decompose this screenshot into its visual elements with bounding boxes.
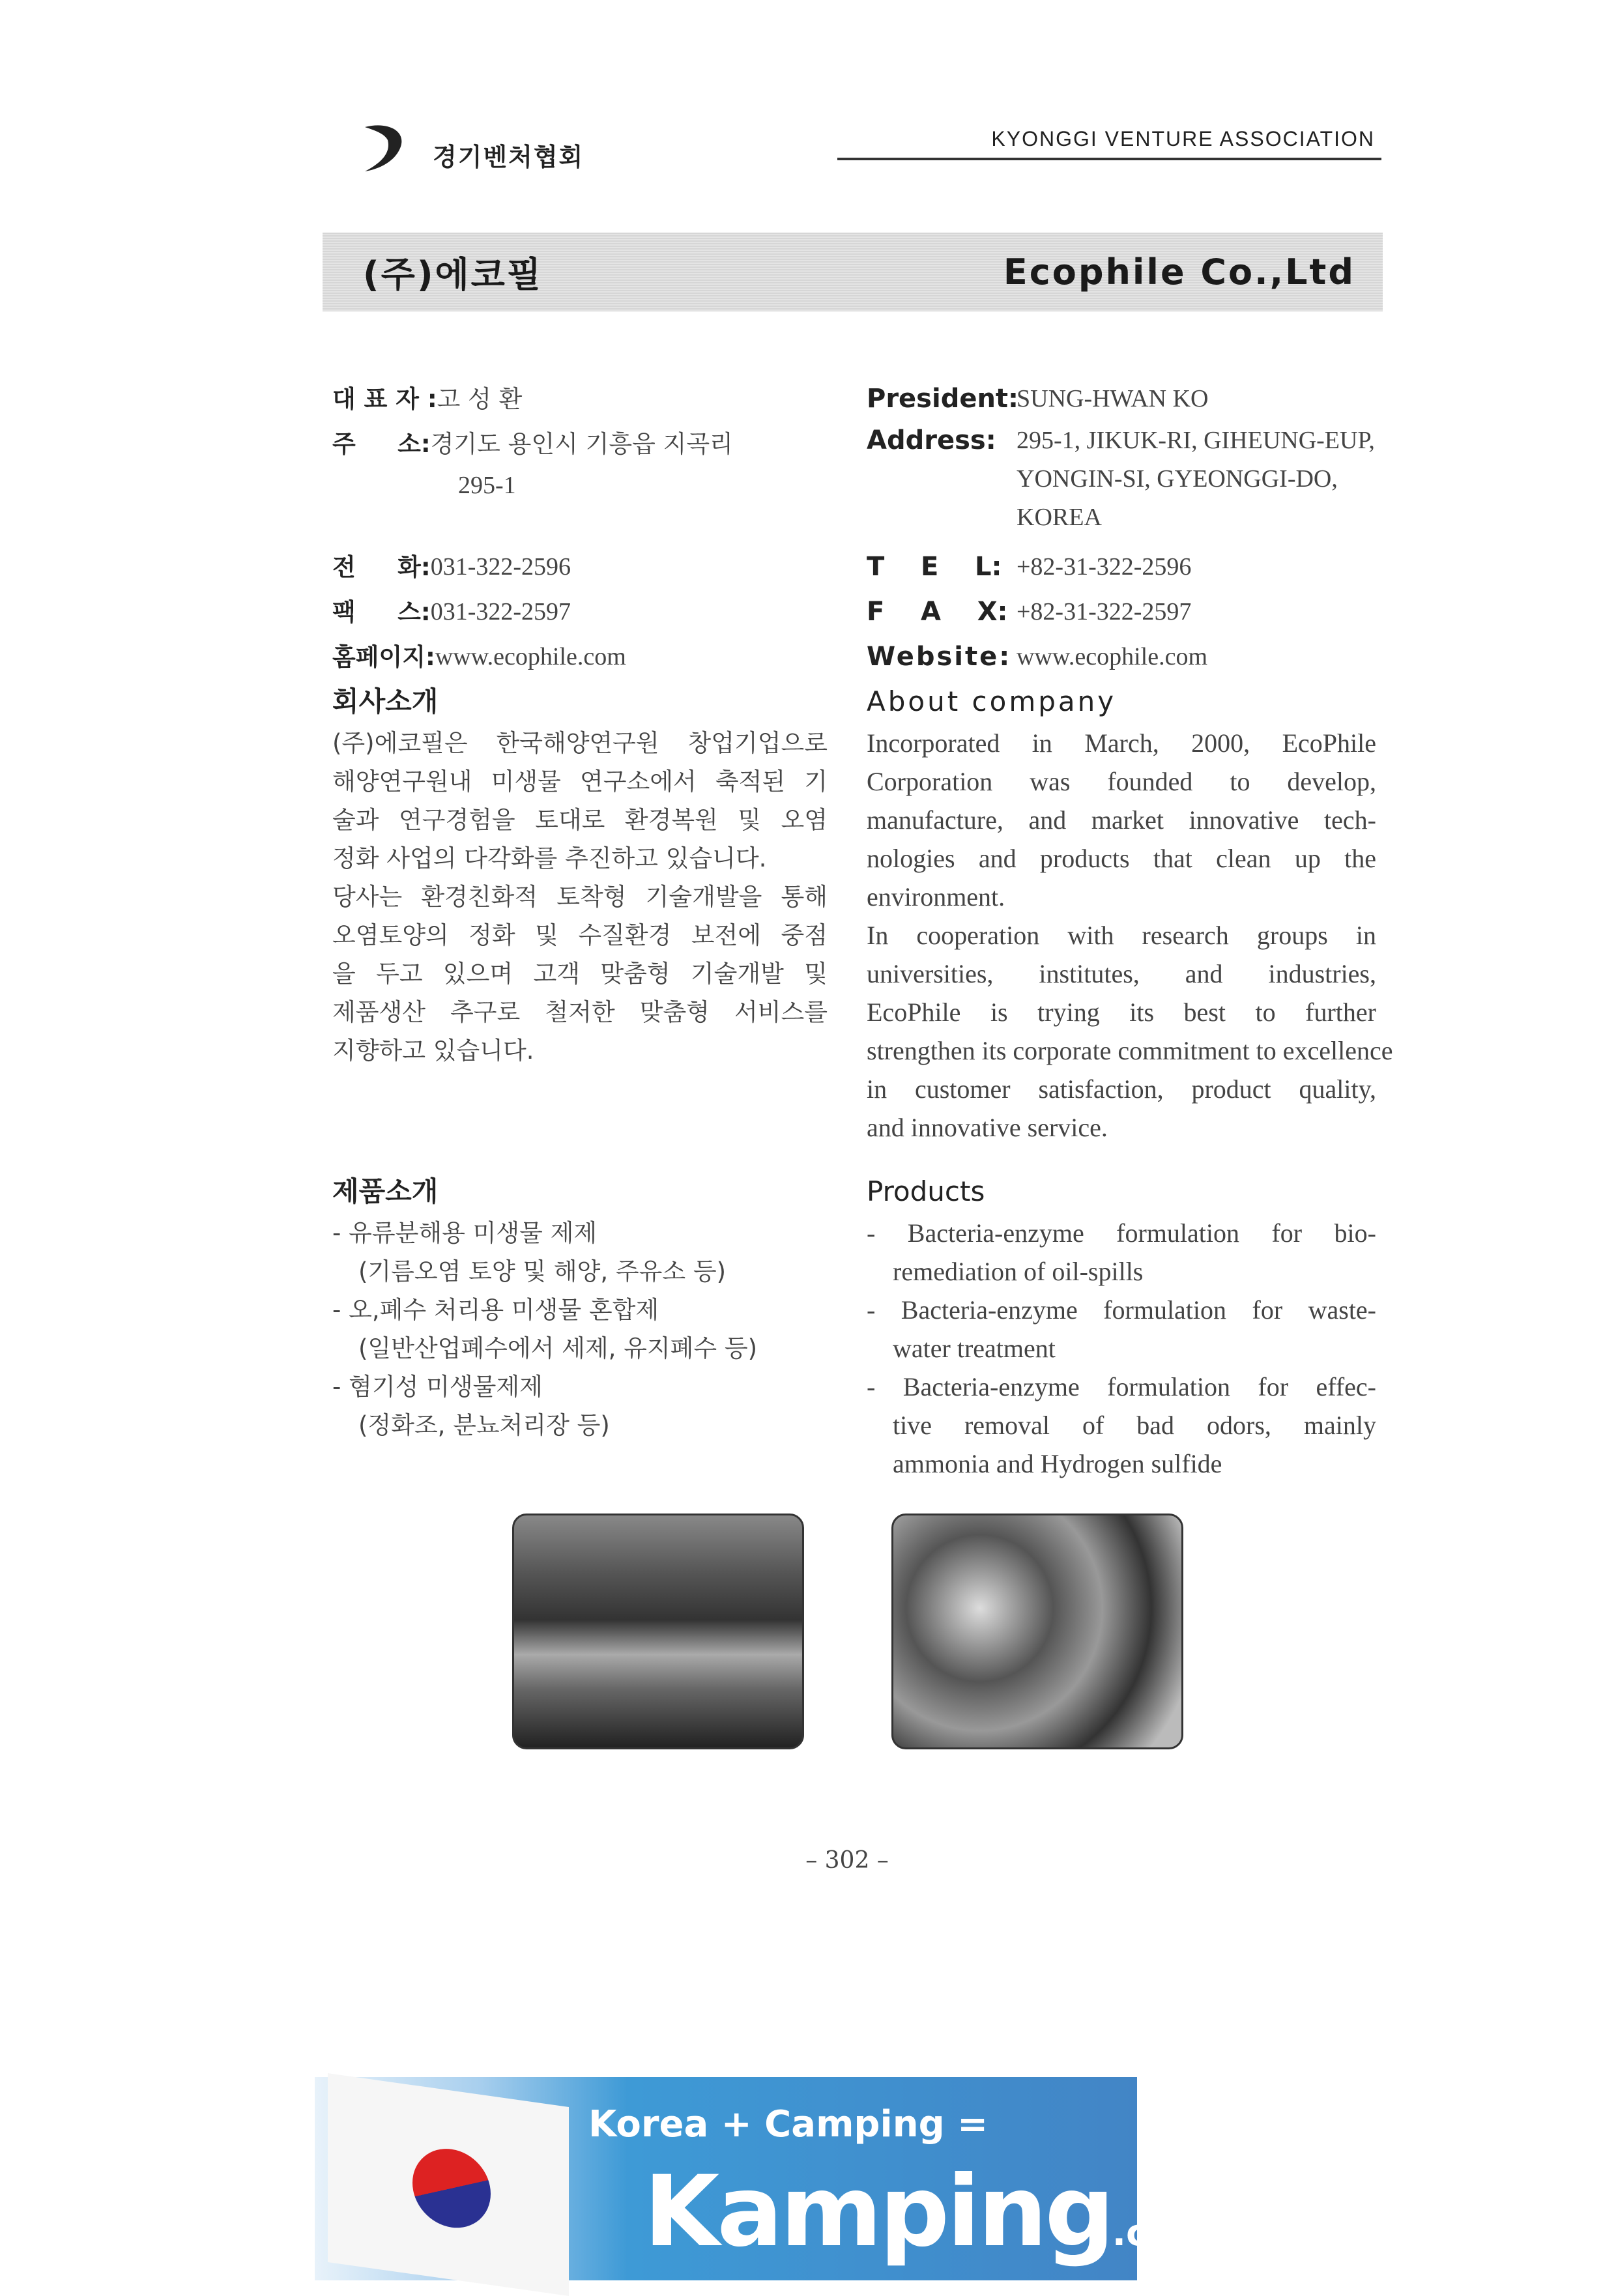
value-fax-ko: 031-322-2597 [430,598,571,625]
text-line: tive removal of bad odors, mainly [893,1411,1376,1440]
text-line: EcoPhile is trying its best to further [867,997,1376,1027]
about-heading-en: About company [867,685,1117,717]
text-line: - 유류분해용 미생물 제제 [332,1219,598,1247]
header-divider [837,158,1381,160]
label-phone-ko: 전 화: [332,553,431,581]
label-address-ko: 주 소: [332,430,431,458]
text-line: remediation of oil-spills [893,1257,1144,1286]
text-line: Corporation was founded to develop, [867,767,1376,796]
value-phone-ko: 031-322-2596 [430,553,571,581]
value-address-en-2: YONGIN-SI, GYEONGGI-DO, [1017,465,1338,493]
products-heading-en: Products [867,1175,985,1207]
korean-column [332,377,828,1070]
value-phone-en: +82-31-322-2596 [1017,553,1192,581]
text-line: 지향하고 있습니다. [332,1037,534,1065]
text-line: universities, institutes, and industries, [867,959,1376,988]
label-fax-en: F A X: [867,597,1008,627]
banner-brand [644,2155,1229,2269]
page-number: – 302 – [805,1847,889,1874]
text-line: - Bacteria-enzyme formulation for effec- [867,1372,1376,1401]
value-website-en[interactable]: www.ecophile.com [1017,643,1207,670]
products-list-en [867,1214,1376,1483]
label-president-ko: 대 표 자 : [332,385,437,413]
taegeuk-icon [412,2144,491,2233]
company-name-korean: (주)에코필 [363,254,543,295]
text-line: and innovative service. [867,1113,1108,1142]
text-line: environment. [867,882,1005,911]
products-ko [332,1170,828,1444]
text-line: manufacture, and market innovative tech- [867,805,1376,835]
label-fax-ko: 팩 스: [332,598,431,626]
association-name: KYONGGI VENTURE ASSOCIATION [991,127,1375,151]
value-address-en-3: KOREA [1017,504,1102,531]
text-line: (주)에코필은 한국해양연구원 창업기업으로 [332,729,828,757]
association-logo [352,121,584,173]
about-heading-ko: 회사소개 [332,685,439,717]
text-line: water treatment [893,1334,1056,1363]
text-line: ammonia and Hydrogen sulfide [893,1449,1222,1478]
value-homepage-ko[interactable]: www.ecophile.com [435,643,626,670]
text-line: 을 두고 있으며 고객 맞춤형 기술개발 및 [332,960,828,988]
korean-flag-icon [328,2073,569,2296]
value-president-ko: 고 성 환 [437,385,523,413]
company-title-bar [323,233,1383,311]
banner-brand-suffix: .co.kr [1112,2212,1229,2254]
banner-tagline: Korea + Camping = [588,2103,988,2145]
company-name-english: Ecophile Co.,Ltd [1003,251,1355,293]
text-line: in customer satisfaction, product quality, [867,1074,1376,1104]
text-line: strengthen its corporate commitment to excellence [867,1036,1393,1065]
cleanup-photo [891,1514,1183,1749]
label-president-en: President: [867,384,1019,414]
value-address-ko: 경기도 용인시 기흥읍 지곡리 [430,430,733,458]
text-line: 정화 사업의 다각화를 추진하고 있습니다. [332,844,767,872]
text-line: (정화조, 분뇨처리장 등) [358,1411,610,1439]
value-address-ko-2: 295-1 [458,472,516,499]
about-text-ko [332,724,828,1070]
kamping-banner-ad[interactable] [315,2077,1229,2280]
products-list-ko [332,1214,828,1444]
text-line: Incorporated in March, 2000, EcoPhile [867,728,1376,758]
label-phone-en: T E L: [867,552,1002,582]
text-line: 당사는 환경친화적 토착형 기술개발을 통해 [332,883,828,911]
text-line: (일반산업폐수에서 세제, 유지폐수 등) [358,1334,758,1362]
oil-spill-photo [512,1514,804,1749]
products-heading-ko: 제품소개 [332,1175,439,1207]
text-line: 제품생산 추구로 철저한 맞춤형 서비스를 [332,998,828,1026]
about-text-en [867,724,1393,1147]
text-line: - 오,폐수 처리용 미생물 혼합제 [332,1296,659,1324]
text-line: In cooperation with research groups in [867,921,1376,950]
label-website-en: Website: [867,642,1012,672]
text-line: - Bacteria-enzyme formulation for waste- [867,1295,1376,1325]
value-address-en: 295-1, JIKUK-RI, GIHEUNG-EUP, [1017,427,1375,454]
swallow-logo-icon [352,121,424,173]
text-line: 해양연구원내 미생물 연구소에서 축적된 기 [332,768,828,796]
label-homepage-ko: 홈페이지: [332,643,435,671]
english-column [867,377,1393,1147]
value-president-en: SUNG-HWAN KO [1017,385,1209,412]
text-line: 오염토양의 정화 및 수질환경 보전에 중점 [332,921,828,949]
text-line: (기름오염 토양 및 해양, 주유소 등) [358,1257,727,1285]
text-line: - Bacteria-enzyme formulation for bio- [867,1218,1376,1248]
products-en [867,1170,1376,1483]
text-line: 술과 연구경험을 토대로 환경복원 및 오염 [332,806,828,834]
text-line: nologies and products that clean up the [867,844,1376,873]
banner-brand-main: Kamping [644,2155,1112,2269]
text-line: - 혐기성 미생물제제 [332,1373,543,1401]
label-address-en: Address: [867,425,996,455]
value-fax-en: +82-31-322-2597 [1017,598,1192,625]
logo-text: 경기벤처협회 [433,143,584,171]
